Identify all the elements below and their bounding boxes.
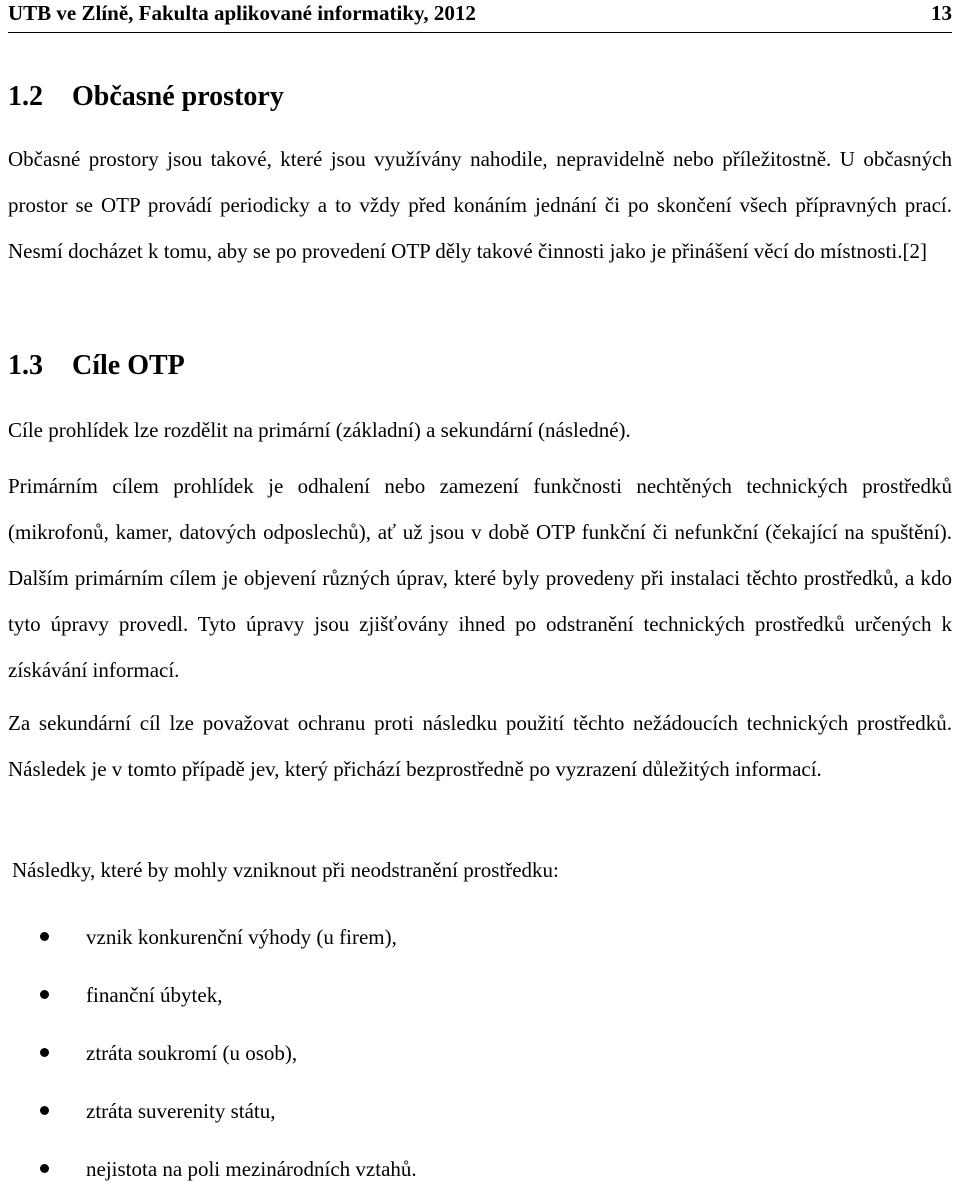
paragraph-primary-goals: Primárním cílem prohlídek je odhalení nebo zamezení funkčnosti nechtěných technických prostředků (mikrofonů, kamer, datových odposlechů), ať už jsou v době OTP funkční či nefunkční (čekající na spuštění). Dalším primárním cílem je objevení různých úprav, které byly provedeny při instalaci těchto prostředků, a kdo tyto úpravy provedl. Tyto úpravy jsou zjišťovány ihned po odstranění technických prostředků určených k získávání informací. xyxy=(8,474,952,682)
bullet-icon xyxy=(40,990,49,999)
section-number: 1.3 xyxy=(8,350,43,381)
list-item: nejistota na poli mezinárodních vztahů. xyxy=(40,1140,417,1198)
header-title: UTB ve Zlíně, Fakulta aplikované informatiky, 2012 xyxy=(8,1,476,25)
paragraph-secondary-goals: Za sekundární cíl lze považovat ochranu proti následku použití těchto nežádoucích technických prostředků. Následek je v tomto případě jev, který přichází bezprostředně po vyzrazení důležitých informací. xyxy=(8,711,952,781)
paragraph-occasional-spaces: Občasné prostory jsou takové, které jsou využívány nahodile, nepravidelně nebo příležitostně. U občasných prostor se OTP provádí periodicky a to vždy před konáním jednání či po skončení všech přípravných prací. Nesmí docházet k tomu, aby se po provedení OTP děly takové činnosti jako je přinášení věcí do místnosti.[2] xyxy=(8,147,952,263)
list-item: vznik konkurenční výhody (u firem), xyxy=(40,908,417,966)
list-item: ztráta suverenity státu, xyxy=(40,1082,417,1140)
bullet-icon xyxy=(40,1048,49,1057)
section-title: Cíle OTP xyxy=(72,350,185,381)
bullet-icon xyxy=(40,1164,49,1173)
section-number: 1.2 xyxy=(8,81,43,112)
consequences-list xyxy=(40,908,417,1198)
section-heading-1-2 xyxy=(8,80,284,114)
list-intro: Následky, které by mohly vzniknout při neodstranění prostředku: xyxy=(12,858,559,882)
bullet-icon xyxy=(40,1106,49,1115)
section-heading-1-3 xyxy=(8,349,185,383)
list-item: ztráta soukromí (u osob), xyxy=(40,1024,417,1082)
list-item: finanční úbytek, xyxy=(40,966,417,1024)
paragraph-goals-intro: Cíle prohlídek lze rozdělit na primární (základní) a sekundární (následné). xyxy=(8,418,631,442)
page-number: 13 xyxy=(931,1,952,25)
running-header xyxy=(8,0,952,33)
bullet-icon xyxy=(40,932,49,941)
section-title: Občasné prostory xyxy=(72,81,284,112)
